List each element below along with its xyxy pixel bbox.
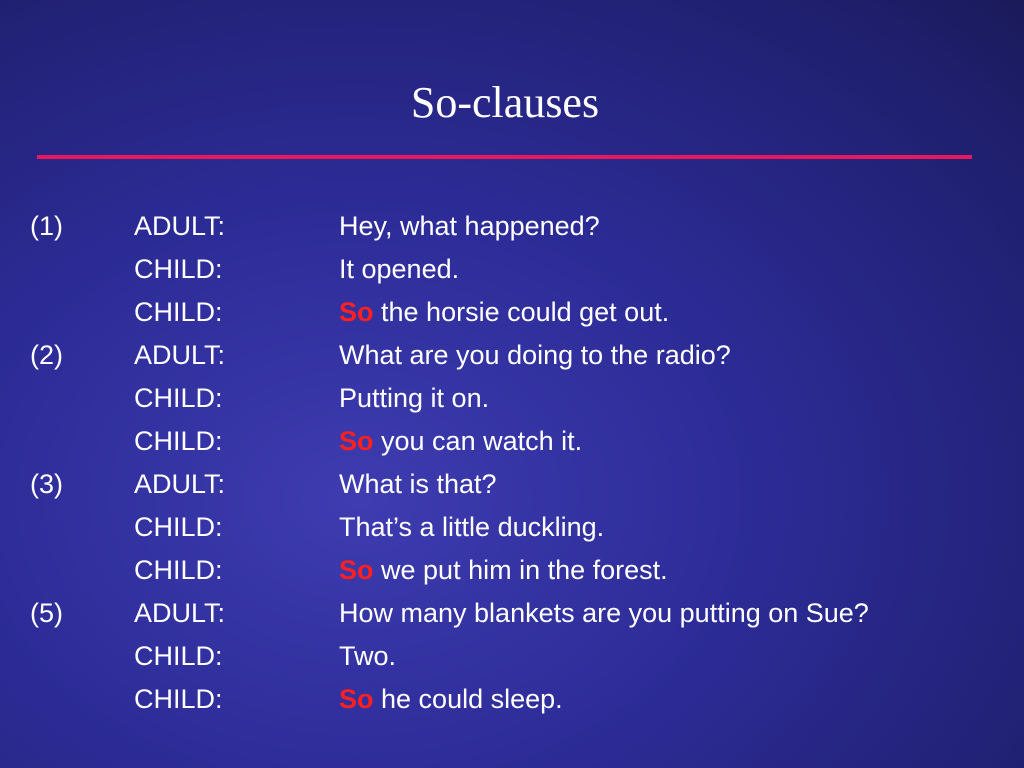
speaker-label: CHILD:: [134, 641, 223, 671]
so-word: So: [339, 684, 374, 714]
utterance-text: Putting it on.: [339, 383, 490, 413]
utterance-text: It opened.: [339, 254, 460, 284]
speaker-label: CHILD:: [134, 512, 223, 542]
utterance-text: Two.: [339, 641, 397, 671]
utterance: [339, 205, 600, 248]
speaker-label: ADULT:: [134, 211, 226, 241]
dialogue-row: [0, 506, 1024, 549]
utterance: [339, 420, 582, 463]
utterance: [339, 334, 731, 377]
dialogue-row: [0, 205, 1024, 248]
utterance-text: What is that?: [339, 469, 497, 499]
utterance-text: How many blankets are you putting on Sue?: [339, 598, 869, 628]
dialogue-row: [0, 291, 1024, 334]
utterance-text: the horsie could get out.: [373, 297, 670, 327]
utterance: [339, 291, 669, 334]
utterance: [339, 549, 668, 592]
dialogue-row: [0, 592, 1024, 635]
dialogue-row: [0, 549, 1024, 592]
utterance: [339, 678, 563, 721]
dialogue-list: [0, 205, 1024, 721]
utterance-text: we put him in the forest.: [373, 555, 668, 585]
dialogue-row: [0, 420, 1024, 463]
so-word: So: [339, 555, 374, 585]
dialogue-row: [0, 678, 1024, 721]
speaker-label: CHILD:: [134, 383, 223, 413]
speaker-label: CHILD:: [134, 555, 223, 585]
utterance: [339, 377, 489, 420]
dialogue-row: [0, 334, 1024, 377]
speaker-label: CHILD:: [134, 684, 223, 714]
speaker-label: CHILD:: [134, 297, 223, 327]
speaker-label: ADULT:: [134, 598, 226, 628]
speaker-label: ADULT:: [134, 340, 226, 370]
utterance: [339, 635, 396, 678]
utterance-text: What are you doing to the radio?: [339, 340, 731, 370]
speaker-label: CHILD:: [134, 254, 223, 284]
so-word: So: [339, 426, 374, 456]
example-number: (3): [30, 469, 63, 499]
slide-title: So-clauses: [410, 78, 600, 127]
speaker-label: ADULT:: [134, 469, 226, 499]
speaker-label: CHILD:: [134, 426, 223, 456]
utterance-text: Hey, what happened?: [339, 211, 600, 241]
utterance: [339, 248, 459, 291]
utterance-text: That’s a little duckling.: [339, 512, 605, 542]
utterance: [339, 506, 604, 549]
dialogue-row: [0, 635, 1024, 678]
dialogue-row: [0, 248, 1024, 291]
example-number: (2): [30, 340, 63, 370]
utterance: [339, 463, 497, 506]
so-word: So: [339, 297, 374, 327]
dialogue-row: [0, 463, 1024, 506]
example-number: (5): [30, 598, 63, 628]
utterance: [339, 592, 869, 635]
dialogue-row: [0, 377, 1024, 420]
title-divider: [37, 155, 972, 159]
example-number: (1): [30, 211, 63, 241]
utterance-text: he could sleep.: [373, 684, 563, 714]
utterance-text: you can watch it.: [373, 426, 583, 456]
